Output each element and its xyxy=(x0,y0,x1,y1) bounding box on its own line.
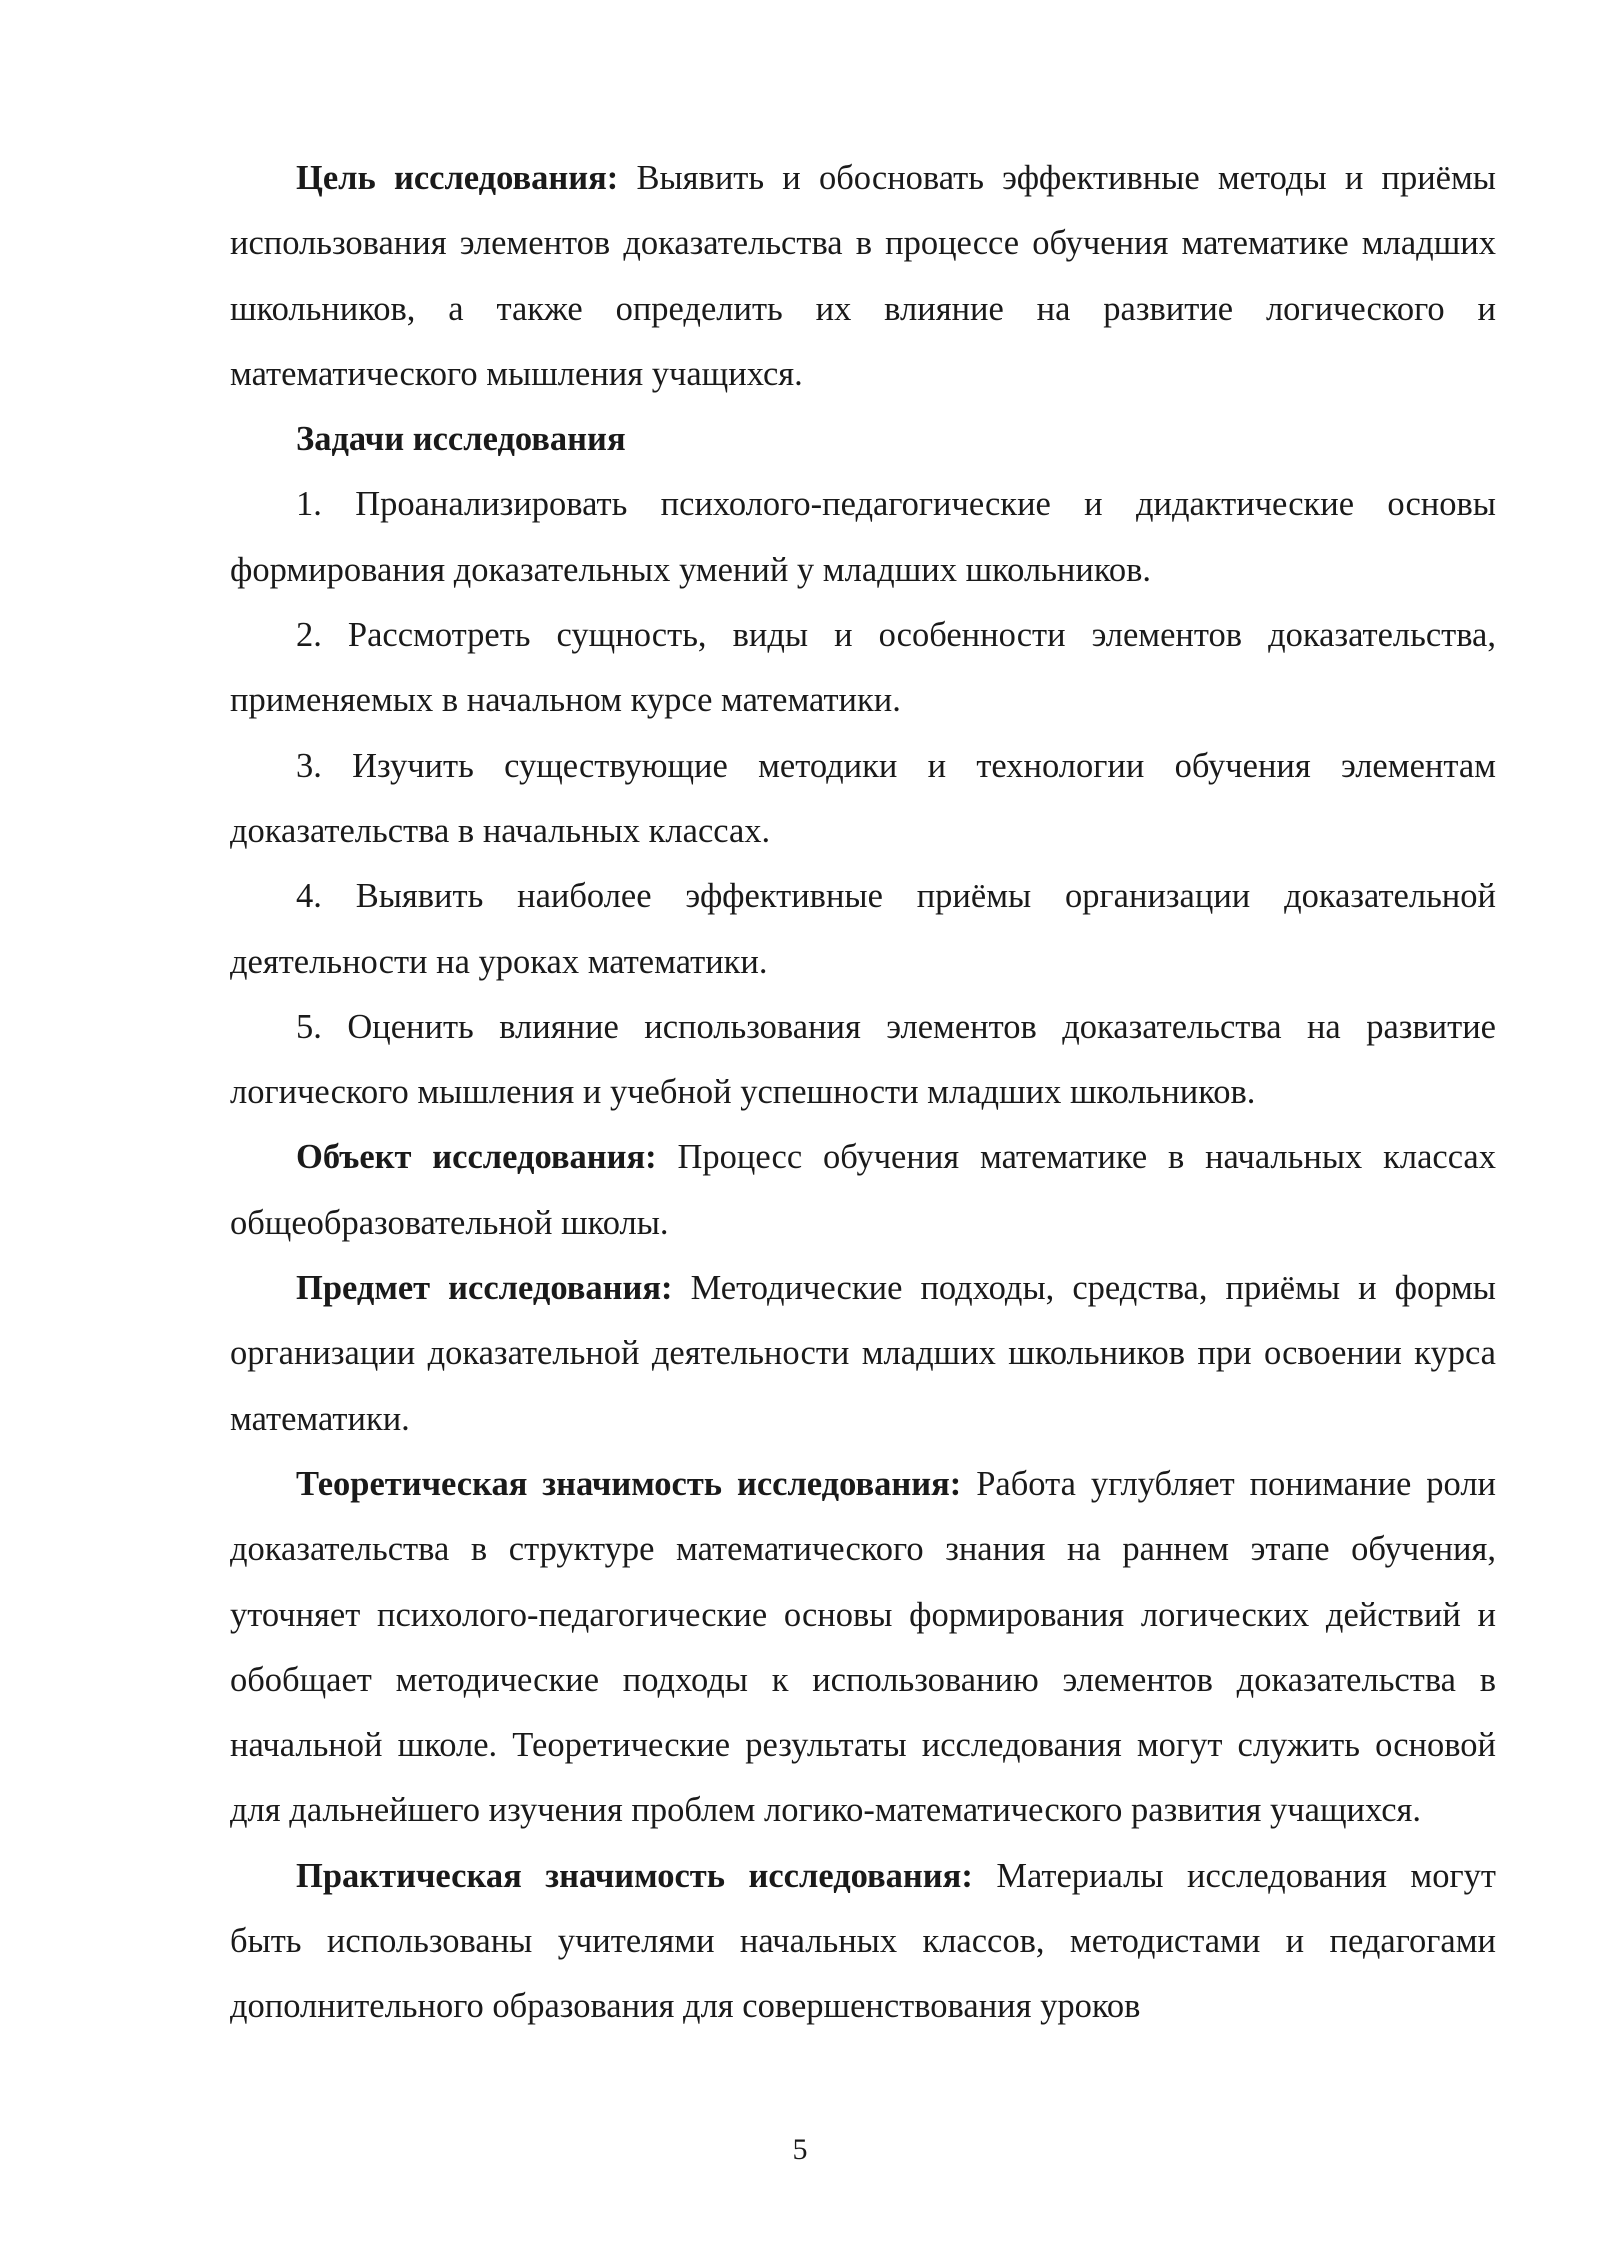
subject-paragraph xyxy=(230,1256,1496,1452)
practical-text: Материалы исследования могут быть использованы учителями начальных классов, методистами и педагогами дополнительного образования для совершенствования уроков xyxy=(230,1856,1496,2026)
page-content xyxy=(230,146,1496,2040)
task-item-2: 2. Рассмотреть сущность, виды и особенности элементов доказательства, применяемых в начальном курсе математики. xyxy=(230,616,1496,720)
object-paragraph xyxy=(230,1125,1496,1256)
practical-paragraph xyxy=(230,1844,1496,2040)
task-item-5: 5. Оценить влияние использования элементов доказательства на развитие логического мышления и учебной успешности младших школьников. xyxy=(230,1007,1496,1112)
tasks-heading: Задачи исследования xyxy=(296,420,626,459)
subject-text: Методические подходы, средства, приёмы и формы организации доказательной деятельности младших школьников при освоении курса математики. xyxy=(230,1269,1496,1438)
theoretical-paragraph xyxy=(230,1452,1496,1844)
goal-text: Выявить и обосновать эффективные методы и приёмы использования элементов доказательства в процессе обучения математике младших школьников, а также определить их влияние на развитие логического и математического мышления учащихся. xyxy=(230,159,1496,393)
task-item-3: 3. Изучить существующие методики и технологии обучения элементам доказательства в начальных классах. xyxy=(230,746,1496,850)
goal-label: Цель исследования: xyxy=(296,159,619,197)
goal-paragraph xyxy=(230,146,1496,407)
practical-label: Практическая значимость исследования: xyxy=(296,1856,973,1895)
object-label: Объект исследования: xyxy=(296,1138,657,1177)
page-number: 5 xyxy=(792,2133,808,2166)
task-item-4: 4. Выявить наиболее эффективные приёмы организации доказательной деятельности на уроках математики. xyxy=(230,877,1496,981)
task-item-1: 1. Проанализировать психолого-педагогические и дидактические основы формирования доказательных умений у младших школьников. xyxy=(230,485,1496,589)
subject-label: Предмет исследования: xyxy=(296,1269,673,1308)
object-text: Процесс обучения математике в начальных классах общеобразовательной школы. xyxy=(230,1138,1496,1242)
theoretical-text: Работа углубляет понимание роли доказательства в структуре математического знания на раннем этапе обучения, уточняет психолого-педагогические основы формирования логических действий и обобщает методические подходы к использованию элементов доказательства в начальной школе. Теоретические результаты исследования могут служить основой для дальнейшего изучения проблем логико-математического развития учащихся. xyxy=(230,1464,1496,1830)
theoretical-label: Теоретическая значимость исследования: xyxy=(296,1464,962,1503)
